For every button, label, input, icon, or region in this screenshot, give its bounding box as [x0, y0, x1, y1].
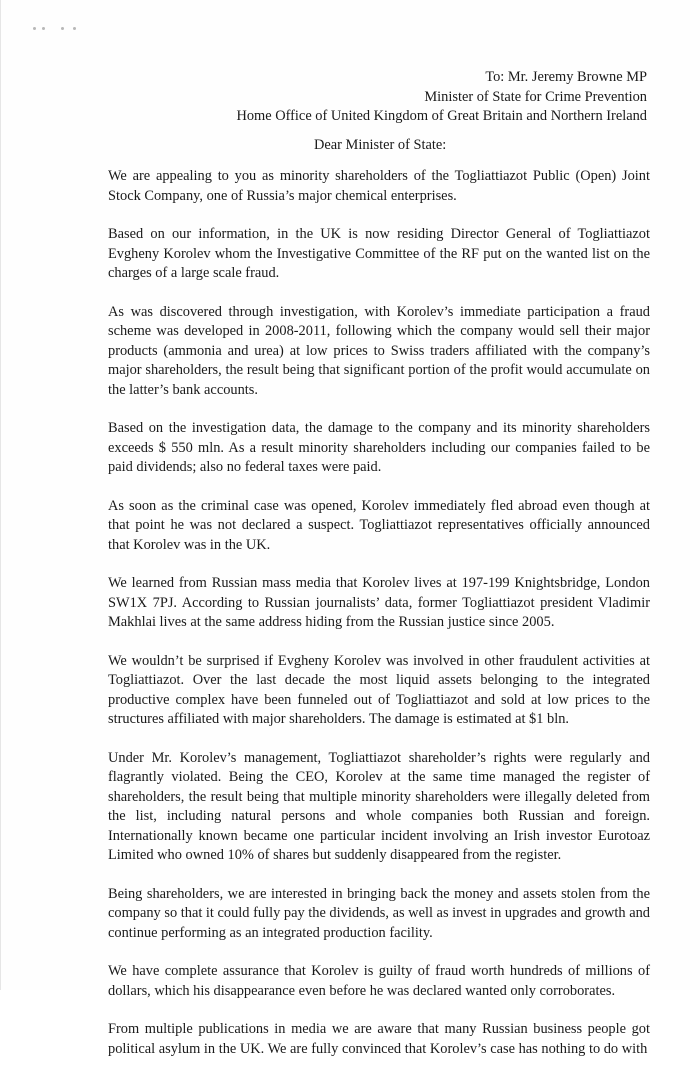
paragraph: Based on our information, in the UK is now residing Director General of Togliattiazot Evgheny Korolev whom the Investigative Committee of the RF put on the wanted list on the charges of a large scale fraud. [108, 226, 650, 281]
recipient-office: Home Office of United Kingdom of Great Britain and Northern Ireland [236, 108, 647, 124]
paragraph: We wouldn’t be surprised if Evgheny Korolev was involved in other fraudulent activities at Togliattiazot. Over the last decade the most liquid assets belonging to the integrated productive complex have been funneled out of Togliattiazot and sold at low prices to the structures affiliated with major shareholders. The damage is estimated at $1 bln. [108, 652, 650, 727]
paragraph: We are appealing to you as minority shareholders of the Togliattiazot Public (Open) Joint Stock Company, one of Russia’s major chemical enterprises. [108, 168, 650, 204]
recipient-name: To: Mr. Jeremy Browne MP [485, 69, 647, 85]
paragraph: From multiple publications in media we are aware that many Russian business people got political asylum in the UK. We are fully convinced that Korolev’s case has nothing to do with [108, 1021, 650, 1057]
scan-artifact [33, 24, 93, 34]
paragraph: We learned from Russian mass media that Korolev lives at 197-199 Knightsbridge, London SW1X 7PJ. According to Russian journalists’ data, former Togliattiazot president Vladimir Makhlai lives at the same address hiding from the Russian justice since 2005. [108, 575, 650, 630]
paragraph: Under Mr. Korolev’s management, Togliattiazot shareholder’s rights were regularly and flagrantly violated. Being the CEO, Korolev at the same time managed the register of shareholders, the result being that multiple minority shareholders were illegally deleted from the list, including natural persons and whole companies both Russian and foreign. Internationally known became one particular incident involving an Irish investor Eurotoaz Limited who owned 10% of shares but suddenly disappeared from the register. [108, 749, 650, 863]
paragraph: Based on the investigation data, the damage to the company and its minority shareholders exceeds $ 550 mln. As a result minority shareholders including our companies failed to be paid dividends; also no federal taxes were paid. [108, 420, 650, 475]
paragraph: Being shareholders, we are interested in bringing back the money and assets stolen from the company so that it could fully pay the dividends, as well as invest in upgrades and growth and continue performing as an integrated production facility. [108, 885, 650, 941]
recipient-address [236, 68, 647, 127]
recipient-title: Minister of State for Crime Prevention [424, 88, 647, 105]
paragraph: We have complete assurance that Korolev is guilty of fraud worth hundreds of millions of dollars, which his disappearance even before he was declared wanted only corroborates. [108, 963, 650, 999]
paragraph: As soon as the criminal case was opened, Korolev immediately fled abroad even though at that point he was not declared a suspect. Togliattiazot representatives officially announced that Korolev was in the UK. [108, 497, 650, 553]
salutation: Dear Minister of State: [314, 137, 447, 153]
letter-body [108, 167, 650, 1078]
paragraph: As was discovered through investigation, with Korolev’s immediate participation a fraud scheme was developed in 2008-2011, following which the company would sell their major products (ammonia and urea) at low prices to Swiss traders affiliated with the company’s major shareholders, the result being that significant portion of the profit would accumulate on the latter’s bank accounts. [108, 303, 650, 398]
